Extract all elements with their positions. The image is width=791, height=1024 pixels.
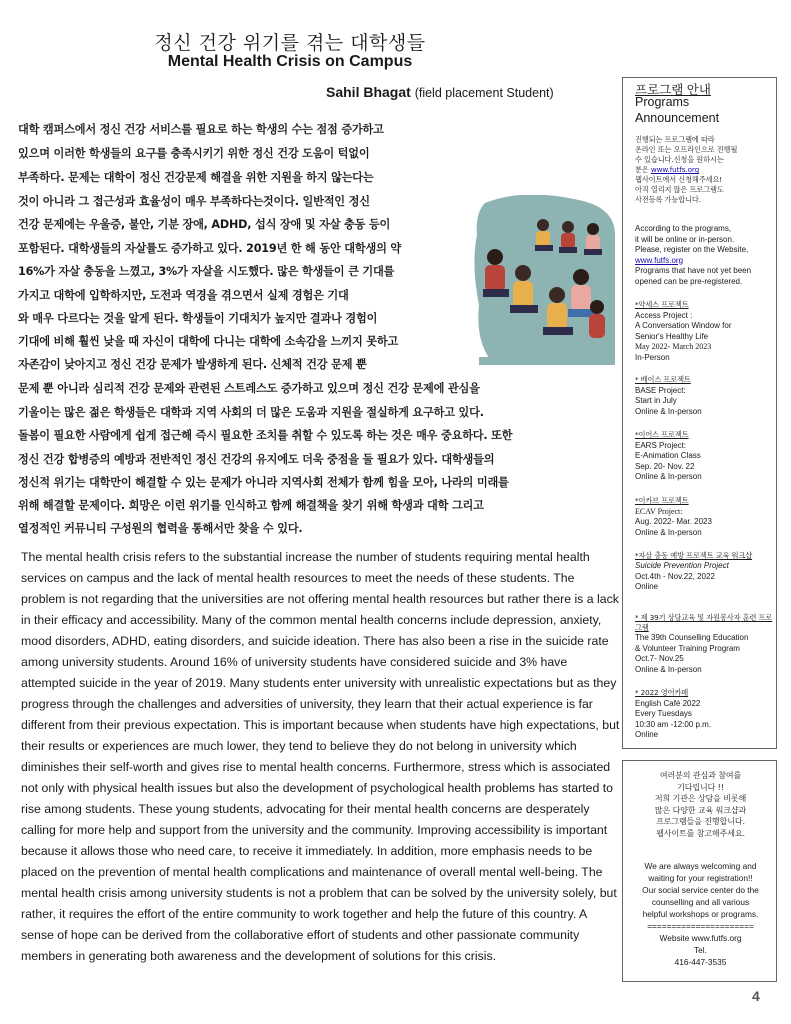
program-english-cafe: * 2022 영어카페 English Café 2022 Every Tuesdays 10:30 am -12:00 p.m. Online xyxy=(635,688,712,739)
sidebar-intro-en: According to the programs, it will be online or in-person. Please, register on the Website, www.futfs.org Programs that have not yet been opened can be pre-registered. xyxy=(635,224,752,286)
students-illustration xyxy=(465,195,615,365)
korean-text-line: 대학 캠퍼스에서 정신 건강 서비스를 필요로 하는 학생의 수는 점점 증가하고 xyxy=(18,123,384,136)
korean-text-line: 기대에 비해 훨씬 낮을 때 자신이 대학에 다니는 대학에 소속감을 느끼지 못하고 xyxy=(18,335,399,348)
phone-number: 416-447-3535 xyxy=(674,957,727,967)
author-line xyxy=(326,84,554,100)
korean-text-line: 부족하다. 문제는 대학이 정신 건강문제 해결을 위한 지원을 하지 않는다는 xyxy=(18,171,374,184)
korean-text-line: 가지고 대학에 입학하지만, 도전과 역경을 겪으면서 실제 경험은 기대 xyxy=(18,289,349,302)
sidebar-heading-en-1: Programs xyxy=(635,95,690,109)
programs-sidebar xyxy=(622,77,777,749)
korean-text-line: 건강 문제에는 우울증, 불안, 기분 장애, ADHD, 섭식 장애 및 자살 충동 등이 xyxy=(18,218,391,231)
korean-text-line: 위해 해결할 문제이다. 희망은 이런 위기를 인식하고 함께 해결책을 찾기 위해 학생과 대학 그리고 xyxy=(18,499,484,512)
korean-text-line: 있으며 이러한 학생들의 요구를 충족시키기 위한 정신 건강 도움이 턱없이 xyxy=(18,147,370,160)
website-link[interactable]: www.futfs.org xyxy=(635,255,684,265)
sidebar-heading-en-2: Announcement xyxy=(635,111,720,125)
author-role: (field placement Student) xyxy=(414,86,554,100)
korean-text-line: 열정적인 커뮤니티 구성원의 협력을 통해서만 찾을 수 있다. xyxy=(18,522,303,535)
korean-text-line: 정신적 위기는 대학만이 해결할 수 있는 문제가 아니라 지역사회 전체가 함께 힘을 모아, 나라의 미래를 xyxy=(18,476,509,489)
program-counselling-education: * 제 39기 상담교육 및 자원봉사자 훈련 프로그램 The 39th Counselling Education & Volunteer Training Program Oct.7- Nov.25 Online & In-person xyxy=(635,613,773,674)
korean-text-line: 와 매우 다르다는 것을 알게 된다. 학생들이 기대치가 높지만 결과나 경험이 xyxy=(18,312,378,325)
program-access: *약세스 프로젝트 Access Project : A Conversation Window for Senior's Healthy Life May 2022- March 2023 In-Person xyxy=(635,300,732,362)
korean-text-line: 기울이는 많은 젊은 학생들은 대학과 지역 사회의 더 많은 도움과 지원을 절실하게 요구하고 있다. xyxy=(18,406,484,419)
page-number: 4 xyxy=(752,988,760,1004)
program-suicide-prevention: *자살 충동 예방 프로젝트 교육 워크샵 Suicide Prevention Project Oct.4th - Nov.22, 2022 Online xyxy=(635,551,753,591)
page-title-korean: 정신 건강 위기를 겪는 대학생들 xyxy=(154,32,426,54)
korean-text-line: 16%가 자살 충동을 느꼈고, 3%가 자살을 시도했다. 많은 학생들이 큰 기대를 xyxy=(18,265,395,278)
korean-text-line: 문제 뿐 아니라 심리적 건강 문제와 관련된 스트레스도 증가하고 있으며 정신 건강 문제에 관심을 xyxy=(18,382,480,395)
divider: ====================== xyxy=(647,921,754,931)
student-figure-8 xyxy=(589,300,605,338)
english-body-text: The mental health crisis refers to the substantial increase the number of students requiring mental health services on campus and the lack of mental health resources to meet the needs of these students. The problem is not regarding that the universities are not offering mental health resources but rather there is a lack in their efficacy and accessibility. Many of the common mental health concerns include depression, anxiety, mood disorders, ADHD, eating disorders, and suicide ideation. There has also been a rise in the suicide rate among university students. Around 16% of university students have considered suicide and 3% have attempted suicide in the year of 2019. Many students enter university with unrealistic expectations but as they progress through the challenges and adversities of university, they learn that their actual experience is far different from their previous expectation. This is important because when students have high expectations, but their results or experiences are much lower, they tend to believe they do not belong in university which diminishes their self-worth and gives rise to mental health concerns. Furthermore, stress which is associated not only with physical health issues but also the development of psychological health problems has started to rise among students. These young students, advocating for their mental health concerns are desperately calling for more help and support from the university and the community. Improving accessibility is important because it allows those who need care, to receive it immediately. In addition, more emphasis needs to be placed on the prevention of mental health complications and maintenance of overall mental well-being. The mental health crisis among university students is not a problem that can be solved by the university solely, but rather, it requires the effort of the entire community to work together and help the future of this country. A sense of hope can be derived from the collaborative effort of students and other passionate community members in generating both awareness and the development of solutions for this crisis. xyxy=(21,550,620,963)
program-ecav: *이카브 프로젝트 ECAV Project: Aug. 2022- Mar. 2023 Online & In-person xyxy=(635,496,712,537)
sidebar-intro-ko: 진행되는 프로그램에 따라 온라인 또는 오프라인으로 진행될 수 있습니다.신청을 원하시는 분은 www.futfs.org 웹사이트에서 신청해주세요! 아직 열리지 않은 프로그램도 사전등록 가능합니다. xyxy=(635,135,738,204)
welcome-box xyxy=(622,760,777,982)
welcome-text-ko: 여러분의 관심과 참여를 기다립니다 !! 저희 기관은 상담을 비롯해 많은 다양한 교육 워크샵과 프로그램들을 진행합니다. 웹사이트를 참고해주세요. xyxy=(654,771,747,838)
korean-text-line: 자존감이 낮아지고 정신 건강 문제가 발생하게 된다. 신체적 건강 문제 뿐 xyxy=(18,358,367,371)
program-base: * 베이스 프로젝트 BASE Project: Start in July Online & In-person xyxy=(635,375,702,416)
website-info: Website www.futfs.org xyxy=(659,933,742,943)
korean-text-line: 포함된다. 대학생들의 자살률도 증가하고 있다. 2019년 한 해 동안 대학생의 약 xyxy=(18,242,401,255)
korean-text-line: 정신 건강 합병증의 예방과 전반적인 정신 건강의 유지에도 더욱 중점을 둘 필요가 있다. 대학생들의 xyxy=(18,453,495,466)
welcome-text-en: We are always welcoming and waiting for your registration!! Our social service center do the counselling and all various helpful workshops or programs. ====================== Website www.futfs.org Tel. 416-447-3535 xyxy=(623,860,778,968)
author-name: Sahil Bhagat xyxy=(326,84,411,100)
page-title-english: Mental Health Crisis on Campus xyxy=(167,53,413,70)
sidebar-heading-ko: 프로그램 안내 xyxy=(635,83,711,97)
korean-text-line: 것이 아니라 그 접근성과 효율성이 매우 부족하다는것이다. 일반적인 정신 xyxy=(18,195,370,208)
program-ears: *이어스 프로젝트 EARS Project: E-Animation Class Sep. 20- Nov. 22 Online & In-person xyxy=(635,430,702,481)
korean-text-line: 돌봄이 필요한 사람에게 쉽게 접근해 즉시 필요한 조치를 취할 수 있도록 하는 것은 매우 중요하다. 또한 xyxy=(18,429,513,442)
website-link[interactable]: www.futfs.org xyxy=(650,165,700,174)
